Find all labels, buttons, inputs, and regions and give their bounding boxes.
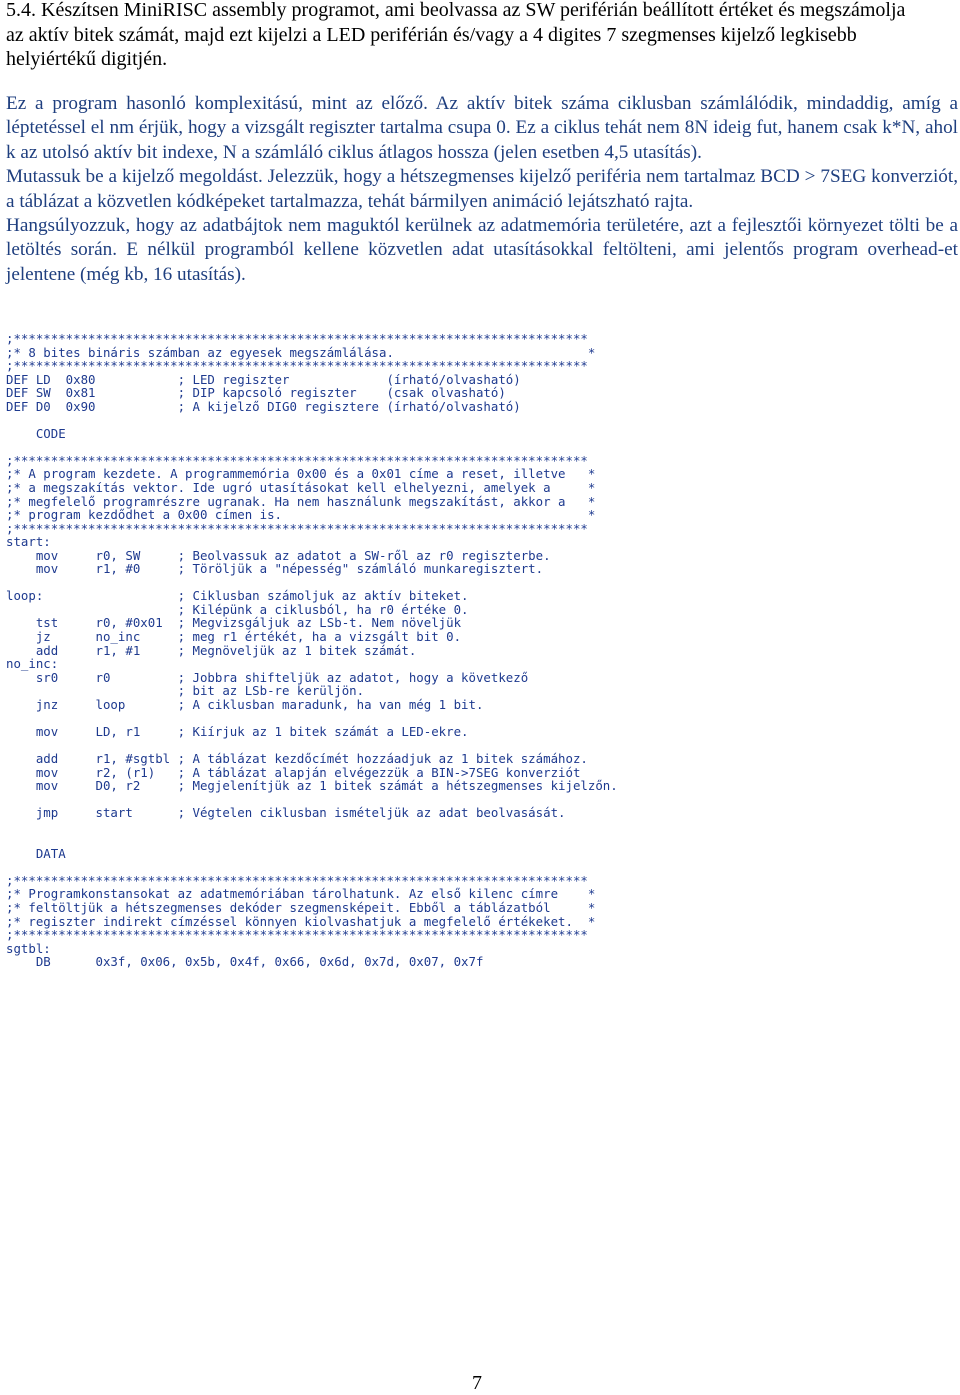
code-line: sr0 r0 ; Jobbra shifteljük az adatot, hogy a következő [6, 669, 529, 685]
code-line [6, 440, 956, 454]
code-line: ; bit az LSb-re kerüljön. [6, 683, 365, 699]
code-line [6, 820, 956, 834]
code-line: ;***************************************************************************** [6, 331, 588, 346]
code-line [6, 576, 956, 590]
code-line: ;* A program kezdete. A programmemória 0x00 és a 0x01 címe a reset, illetve * [6, 466, 596, 482]
code-line: mov r1, #0 ; Töröljük a "népesség" számláló munkaregisztert. [6, 561, 544, 577]
code-line: ;***************************************************************************** [6, 927, 588, 943]
code-line [6, 833, 956, 847]
code-line: ;***************************************************************************** [6, 520, 588, 536]
task-line: 5.4. Készítsen MiniRISC assembly programot, ami beolvassa az SW periférián beállított értéket és megszámolja [6, 0, 906, 21]
code-line: ;* program kezdődhet a 0x00 címen is. * [6, 507, 596, 523]
code-line: jnz loop ; A ciklusban maradunk, ha van még 1 bit. [6, 696, 484, 712]
code-line: ;***************************************************************************** [6, 452, 588, 468]
paragraph-data-loading: Hangsúlyozzuk, hogy az adatbájtok nem maguktól kerülnek az adatmemória területére, azt a fejlesztői környezet tölti be a letöltés során. E nélkül programból kellene közvetlen adat utasításokkal feltölteni, ami jelentős program overhead-et jelentene (még kb, 16 utasítás). [6, 215, 958, 285]
code-line: ;* 8 bites bináris számban az egyesek megszámlálása. * [6, 344, 596, 360]
explanation-text [6, 92, 958, 287]
assembly-code-listing [6, 332, 956, 969]
code-line: ;* Programkonstansokat az adatmemóriában tárolhatunk. Az első kilenc címre * [6, 886, 596, 902]
code-line: DEF SW 0x81 ; DIP kapcsoló regiszter (csak olvasható) [6, 385, 506, 401]
code-line: mov r2, (r1) ; A táblázat alapján elvégezzük a BIN->7SEG konverziót [6, 764, 581, 780]
code-line: CODE [6, 425, 66, 441]
code-line: DEF D0 0x90 ; A kijelző DIG0 regisztere (írható/olvasható) [6, 398, 521, 414]
code-line [6, 793, 956, 807]
code-line: ;* regiszter indirekt címzéssel könnyen kiolvashatjuk a megfelelő értékeket. * [6, 913, 596, 929]
code-line: DATA [6, 845, 66, 861]
code-line: ;* feltöltjük a hétszegmenses dekóder szegmensképeit. Ebből a táblázatból * [6, 899, 596, 915]
paragraph-complexity: Ez a program hasonló komplexitású, mint az előző. Az aktív bitek száma ciklusban számlálódik, mindaddig, amíg a léptetéssel el nm érjük, hogy a vizsgált regiszter tartalma csupa 0. Ez a ciklus tehát nem 8N ideig fut, hanem csak k*N, ahol k az utolsó aktív bit indexe, N a számláló ciklus átlagos hossza (jelen esetben 4,5 utasítás). [6, 93, 958, 163]
code-line: ;***************************************************************************** [6, 358, 588, 374]
code-line [6, 860, 956, 874]
code-line: add r1, #1 ; Megnöveljük az 1 bitek számát. [6, 642, 417, 658]
task-statement [6, 0, 958, 72]
code-line: ;* a megszakítás vektor. Ide ugró utasításokat kell elhelyezni, amelyek a * [6, 480, 596, 496]
code-line: add r1, #sgtbl ; A táblázat kezdőcímét hozzáadjuk az 1 bitek számához. [6, 750, 588, 766]
task-line: helyiértékű digitjén. [6, 48, 168, 70]
code-line: ;* megfelelő programrészre ugranak. Ha nem használunk megszakítást, akkor a * [6, 493, 596, 509]
code-line: jz no_inc ; meg r1 értékét, ha a vizsgált bit 0. [6, 629, 462, 645]
code-line: DB 0x3f, 0x06, 0x5b, 0x4f, 0x66, 0x6d, 0x7d, 0x07, 0x7f [6, 954, 484, 970]
code-line: start: [6, 534, 51, 550]
code-line: mov r0, SW ; Beolvassuk az adatot a SW-ről az r0 regiszterbe. [6, 547, 551, 563]
code-line: loop: ; Ciklusban számoljuk az aktív biteket. [6, 588, 469, 604]
task-line: az aktív bitek számát, majd ezt kijelzi a LED periférián és/vagy a 4 digites 7 szegmenses kijelző legkisebb [6, 23, 857, 46]
code-line: jmp start ; Végtelen ciklusban ismételjük az adat beolvasását. [6, 805, 566, 821]
code-line: tst r0, #0x01 ; Megvizsgáljuk az LSb-t. Nem növeljük [6, 615, 462, 631]
code-line: sgtbl: [6, 940, 51, 956]
code-line: mov LD, r1 ; Kiírjuk az 1 bitek számát a LED-ekre. [6, 723, 469, 739]
code-line: mov D0, r2 ; Megjelenítjük az 1 bitek számát a hétszegmenses kijelzőn. [6, 778, 618, 794]
code-line [6, 413, 956, 427]
code-line: ;***************************************************************************** [6, 872, 588, 888]
paragraph-display: Mutassuk be a kijelző megoldást. Jelezzük, hogy a hétszegmenses kijelző periféria nem tartalmaz BCD > 7SEG konverziót, a táblázat a közvetlen kódképeket tartalmazza, tehát bármilyen animáció lejátszható rajta. [6, 166, 958, 212]
code-line: no_inc: [6, 656, 59, 672]
code-line: DEF LD 0x80 ; LED regiszter (írható/olvasható) [6, 371, 521, 387]
code-line [6, 711, 956, 725]
code-line [6, 738, 956, 752]
page-number: 7 [472, 1372, 482, 1394]
code-line: ; Kilépünk a ciklusból, ha r0 értéke 0. [6, 601, 469, 617]
